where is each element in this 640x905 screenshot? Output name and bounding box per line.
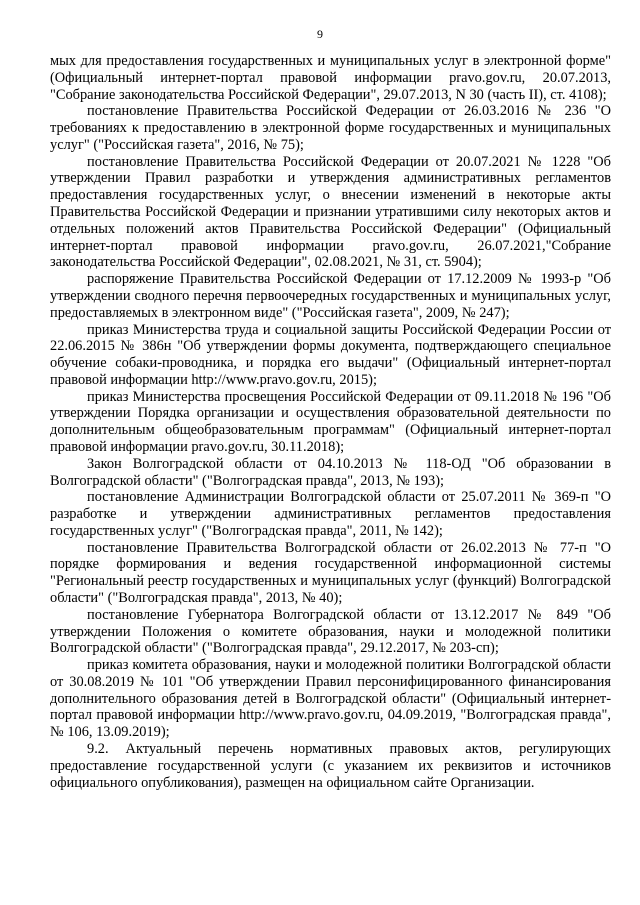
paragraph-order-101: приказ комитета образования, науки и молодежной политики Волгоградской области от 30.08.2019 № 101 "Об утверждении Правил персонифицированного финансирования дополнительного образования детей в Волгоградской области" (Официальный интернет-портал правовой информации http://www.pravo.gov.ru, 04.09.2019, "Волгоградская правда", № 106, 13.09.2019); xyxy=(50,657,611,741)
document-body xyxy=(50,53,611,791)
page-number: 9 xyxy=(317,27,323,41)
paragraph-law-118-od: Закон Волгоградской области от 04.10.2013 № 118-ОД "Об образовании в Волгоградской области" ("Волгоградская правда", 2013, № 193); xyxy=(50,455,611,489)
paragraph-decree-77-p: постановление Правительства Волгоградской области от 26.02.2013 № 77-п "О порядке формирования и ведения государственной информационной системы "Региональный реестр государственных и муниципальных услуг (функций) Волгоградской области" ("Волгоградская правда", 2013, № 40); xyxy=(50,539,611,606)
paragraph-decree-1228: постановление Правительства Российской Федерации от 20.07.2021 № 1228 "Об утверждении Правил разработки и утверждения административных регламентов предоставления государственных услуг, о внесении изменений в некоторые акты Правительства Российской Федерации и признании утратившими силу некоторых актов и отдельных положений актов Правительства Российской Федерации" (Официальный интернет-портал правовой информации pravo.gov.ru, 26.07.2021,"Собрание законодательства Российской Федерации", 02.08.2021, № 31, ст. 5904); xyxy=(50,153,611,271)
paragraph-decree-236: постановление Правительства Российской Федерации от 26.03.2016 № 236 "О требованиях к предоставлению в электронной форме государственных и муниципальных услуг" ("Российская газета", 2016, № 75); xyxy=(50,103,611,153)
paragraph-order-196: приказ Министерства просвещения Российской Федерации от 09.11.2018 № 196 "Об утверждении Порядка организации и осуществления образовательной деятельности по дополнительным общеобразовательным программам" (Официальный интернет-портал правовой информации pravo.gov.ru, 30.11.2018); xyxy=(50,388,611,455)
paragraph-decree-849: постановление Губернатора Волгоградской области от 13.12.2017 № 849 "Об утверждении Положения о комитете образования, науки и молодежной политики Волгоградской области" ("Волгоградская правда", 29.12.2017, № 203-сп); xyxy=(50,606,611,657)
paragraph-order-386n: приказ Министерства труда и социальной защиты Российской Федерации России от 22.06.2015 № 386н "Об утверждении формы документа, подтверждающего специальное обучение собаки-проводника, и порядка его выдачи" (Официальный интернет-портал правовой информации http://www.pravo.gov.ru, 2015); xyxy=(50,321,611,388)
paragraph-decree-369-p: постановление Администрации Волгоградской области от 25.07.2011 № 369-п "О разработке и утверждении административных регламентов предоставления государственных услуг" ("Волгоградская правда", 2011, № 142); xyxy=(50,489,611,539)
paragraph-section-9-2: 9.2. Актуальный перечень нормативных правовых актов, регулирующих предоставление государственной услуги (с указанием их реквизитов и источников официального опубликования), размещен на официальном сайте Организации. xyxy=(50,741,611,791)
paragraph-continuation: мых для предоставления государственных и муниципальных услуг в электронной форме" (Официальный интернет-портал правовой информации pravo.gov.ru, 20.07.2013, "Собрание законодательства Российской Федерации", 29.07.2013, N 30 (часть II), ст. 4108); xyxy=(50,53,611,103)
paragraph-order-1993-r: распоряжение Правительства Российской Федерации от 17.12.2009 № 1993-р "Об утверждении сводного перечня первоочередных государственных и муниципальных услуг, предоставляемых в электронном виде" ("Российская газета", 2009, № 247); xyxy=(50,271,611,321)
